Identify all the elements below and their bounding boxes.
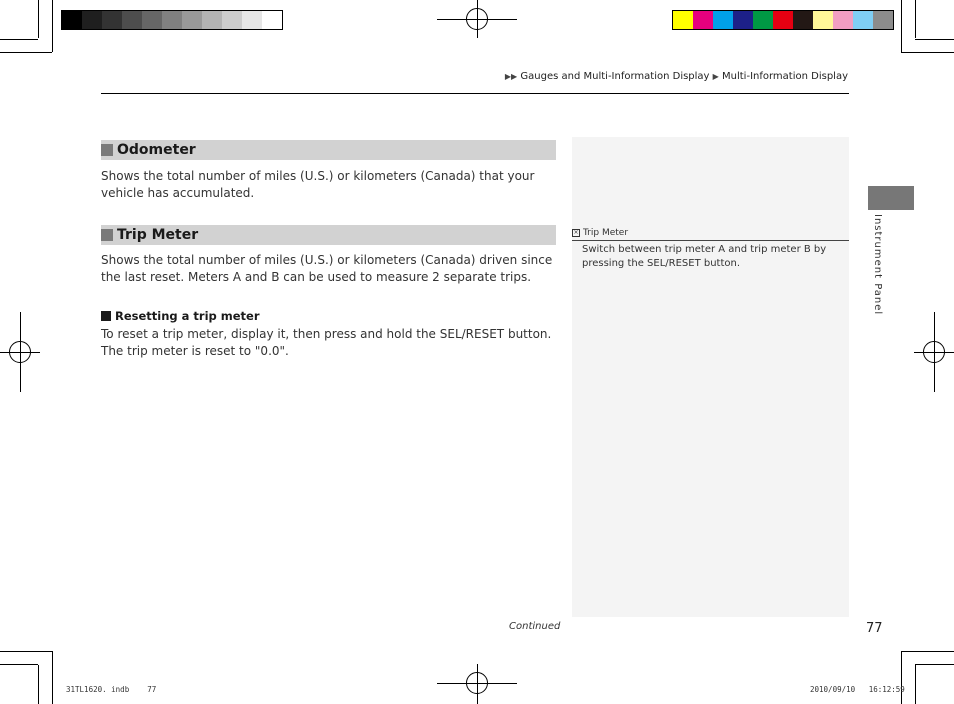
crop-mark	[38, 0, 39, 38]
print-slug-date	[810, 685, 905, 694]
section-heading-trip-meter	[101, 225, 556, 245]
crop-mark	[901, 651, 902, 704]
crop-mark	[52, 651, 53, 704]
crop-mark	[0, 39, 38, 40]
continued-label: Continued	[509, 621, 561, 632]
color-swatch	[82, 11, 102, 29]
color-swatch	[62, 11, 82, 29]
crop-mark	[915, 664, 954, 665]
color-swatch	[673, 11, 693, 29]
crop-mark	[915, 0, 916, 38]
side-note-title	[572, 228, 628, 238]
slug-page: 77	[147, 685, 157, 694]
color-swatch	[873, 11, 893, 29]
color-swatch	[693, 11, 713, 29]
breadcrumb-arrow-icon: ▶▶	[504, 72, 518, 81]
square-bullet-icon	[101, 229, 113, 241]
color-swatch	[813, 11, 833, 29]
color-swatch	[242, 11, 262, 29]
side-note-title-text: Trip Meter	[583, 228, 629, 238]
section-title: Trip Meter	[117, 227, 199, 243]
odometer-body: Shows the total number of miles (U.S.) or kilometers (Canada) that your vehicle has accumulated.	[101, 169, 535, 200]
color-swatch	[733, 11, 753, 29]
process-color-bar	[672, 10, 894, 30]
color-swatch	[102, 11, 122, 29]
color-swatch	[773, 11, 793, 29]
breadcrumb-item: Gauges and Multi-Information Display	[520, 71, 710, 82]
color-swatch	[262, 11, 282, 29]
section-heading-odometer	[101, 140, 556, 160]
color-swatch	[122, 11, 142, 29]
crop-mark	[901, 0, 902, 52]
breadcrumb-item: Multi-Information Display	[722, 71, 848, 82]
color-swatch	[853, 11, 873, 29]
color-swatch	[202, 11, 222, 29]
square-bullet-icon	[101, 311, 111, 321]
subheading-resetting	[101, 309, 260, 323]
crop-mark	[0, 664, 38, 665]
trip-meter-body: Shows the total number of miles (U.S.) or kilometers (Canada) driven since the last reset. Meters A and B can be used to measure 2 separate trips.	[101, 253, 553, 284]
slug-time: 16:12:59	[868, 685, 905, 694]
crop-mark	[0, 52, 52, 53]
color-swatch	[753, 11, 773, 29]
crop-mark	[915, 665, 916, 704]
slug-date: 2010/09/10	[810, 685, 856, 694]
grayscale-color-bar	[61, 10, 283, 30]
slug-file: 31TL1620. indb	[66, 685, 130, 694]
square-bullet-icon	[101, 144, 113, 156]
print-slug-file	[66, 685, 156, 694]
resetting-body: To reset a trip meter, display it, then press and hold the SEL/RESET button. The trip meter is reset to "0.0".	[101, 327, 552, 358]
color-swatch	[833, 11, 853, 29]
color-swatch	[793, 11, 813, 29]
color-swatch	[182, 11, 202, 29]
chapter-tab	[868, 186, 914, 210]
header-rule	[101, 93, 849, 94]
crop-mark	[52, 0, 53, 52]
section-title: Odometer	[117, 142, 196, 158]
side-notes-panel	[572, 137, 849, 617]
color-swatch	[713, 11, 733, 29]
crop-mark	[38, 665, 39, 704]
reference-icon: ×	[573, 229, 579, 236]
crop-mark	[915, 39, 954, 40]
breadcrumb-arrow-icon: ▶	[712, 72, 719, 81]
subheading-title: Resetting a trip meter	[115, 309, 260, 323]
color-swatch	[162, 11, 182, 29]
side-note-body: Switch between trip meter A and trip meter B by pressing the SEL/RESET button.	[582, 244, 827, 269]
color-swatch	[222, 11, 242, 29]
chapter-label: Instrument Panel	[872, 214, 883, 316]
crop-mark	[901, 651, 954, 652]
color-swatch	[142, 11, 162, 29]
breadcrumb	[505, 71, 848, 82]
crop-mark	[901, 52, 954, 53]
side-note-rule	[572, 240, 849, 241]
crop-mark	[0, 651, 52, 652]
page-number: 77	[866, 621, 883, 636]
